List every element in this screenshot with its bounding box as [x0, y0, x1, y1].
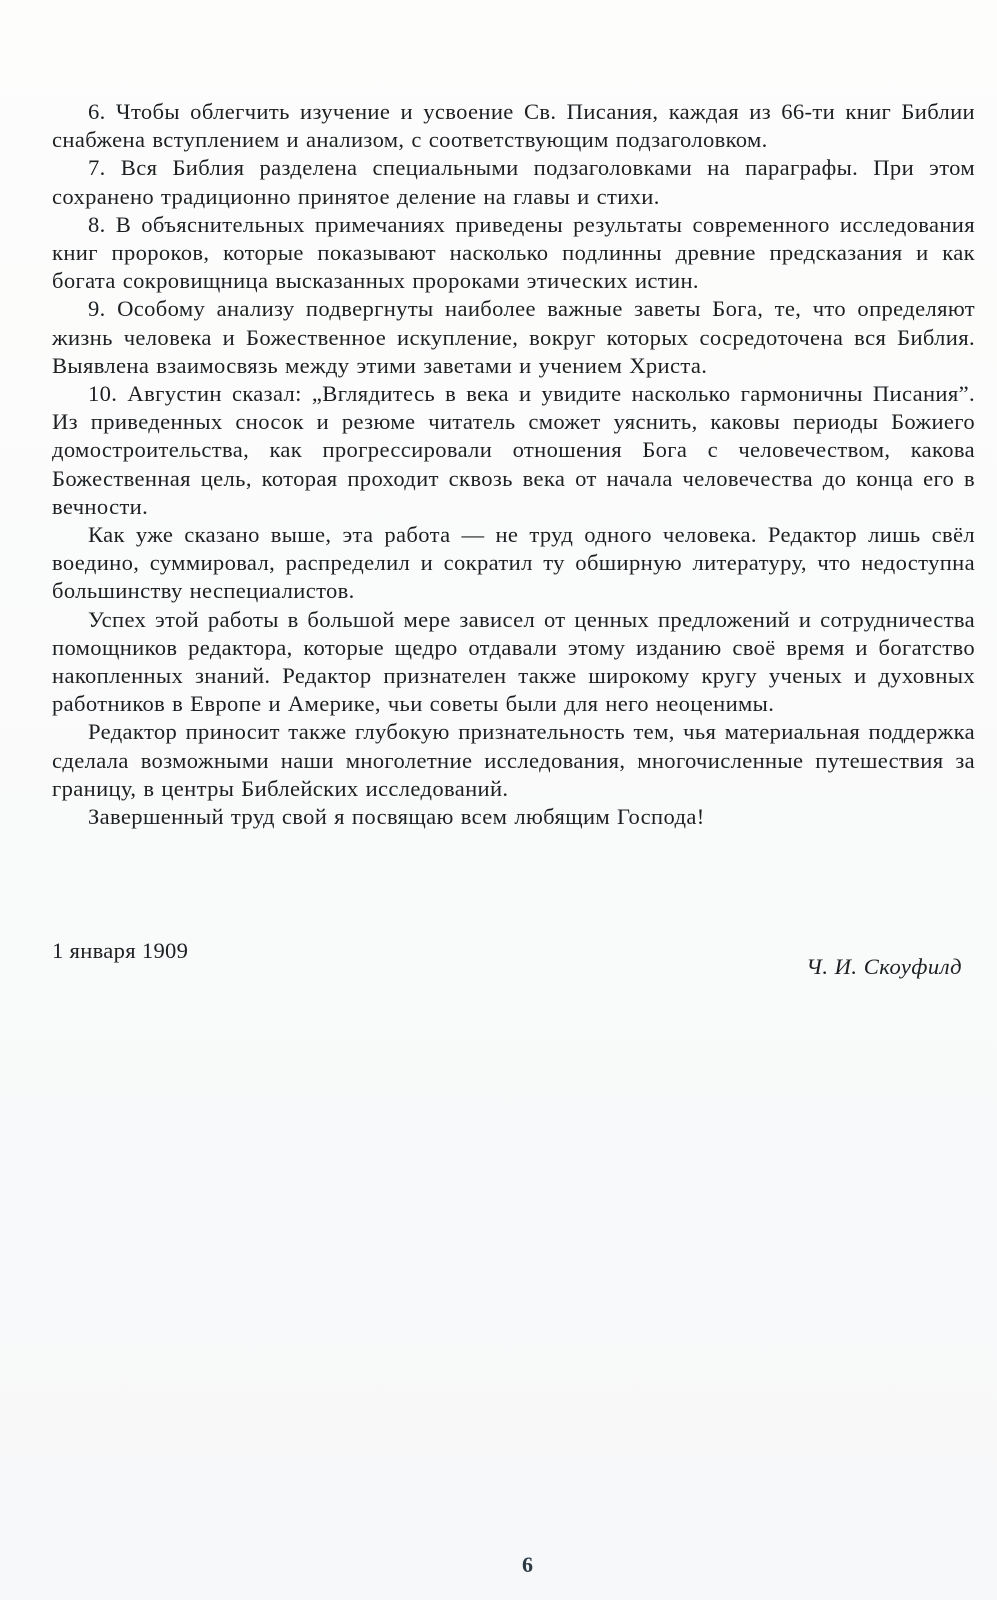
- paragraph-7: 7. Вся Библия разделена специальными подзаголовками на параграфы. При этом сохранено традиционно принятое деление на главы и стихи.: [52, 155, 975, 209]
- preface-text: [52, 98, 975, 831]
- paragraph-dedication: Завершенный труд свой я посвящаю всем любящим Господа!: [88, 804, 705, 830]
- paragraph-9: 9. Особому анализу подвергнуты наиболее важные заветы Бога, те, что определяют жизнь человека и Божественное искупление, вокруг которых сосредоточена вся Библия. Выявлена взаимосвязь между этими заветами и учением Христа.: [52, 296, 975, 378]
- paragraph-gratitude: Редактор приносит также глубокую признательность тем, чья материальная поддержка сделала возможными наши многолетние исследования, многочисленные путешествия за границу, в центры Библейских исследований.: [52, 719, 975, 801]
- page-number: 6: [522, 1552, 533, 1577]
- paragraph-8: 8. В объяснительных примечаниях приведены результаты современного исследования книг пророков, которые показывают насколько подлинны древние предсказания и как богата сокровищница высказанных пророками этических истин.: [52, 211, 975, 294]
- paragraph-6: 6. Чтобы облегчить изучение и усвоение Св. Писания, каждая из 66-ти книг Библии снабжена вступлением и анализом, с соответствующим подзаголовком.: [52, 99, 975, 153]
- date: 1 января 1909: [52, 938, 189, 963]
- paragraph-10: 10. Августин сказал: „Вглядитесь в века и увидите насколько гармоничны Писания”. Из приведенных сносок и резюме читатель сможет уяснить, каковы периоды Божиего домостроительства, как прогрессировали отношения Бога с человечеством, какова Божественная цель, которая проходит сквозь века от начала человечества до конца его в вечности.: [52, 381, 975, 519]
- closing: [52, 938, 962, 978]
- author-signature: Ч. И. Скоуфилд: [806, 954, 962, 979]
- paragraph-compilation: Как уже сказано выше, эта работа — не труд одного человека. Редактор лишь свёл воедино, суммировал, распределил и сократил ту обширную литературу, что недоступна большинству неспециалистов.: [52, 522, 975, 604]
- paragraph-acknowledgements: Успех этой работы в большой мере зависел от ценных предложений и сотрудничества помощников редактора, которые щедро отдавали этому изданию своё время и богатство накопленных знаний. Редактор признателен также широкому кругу ученых и духовных работников в Европе и Америке, чьи советы были для него неоценимы.: [52, 606, 975, 717]
